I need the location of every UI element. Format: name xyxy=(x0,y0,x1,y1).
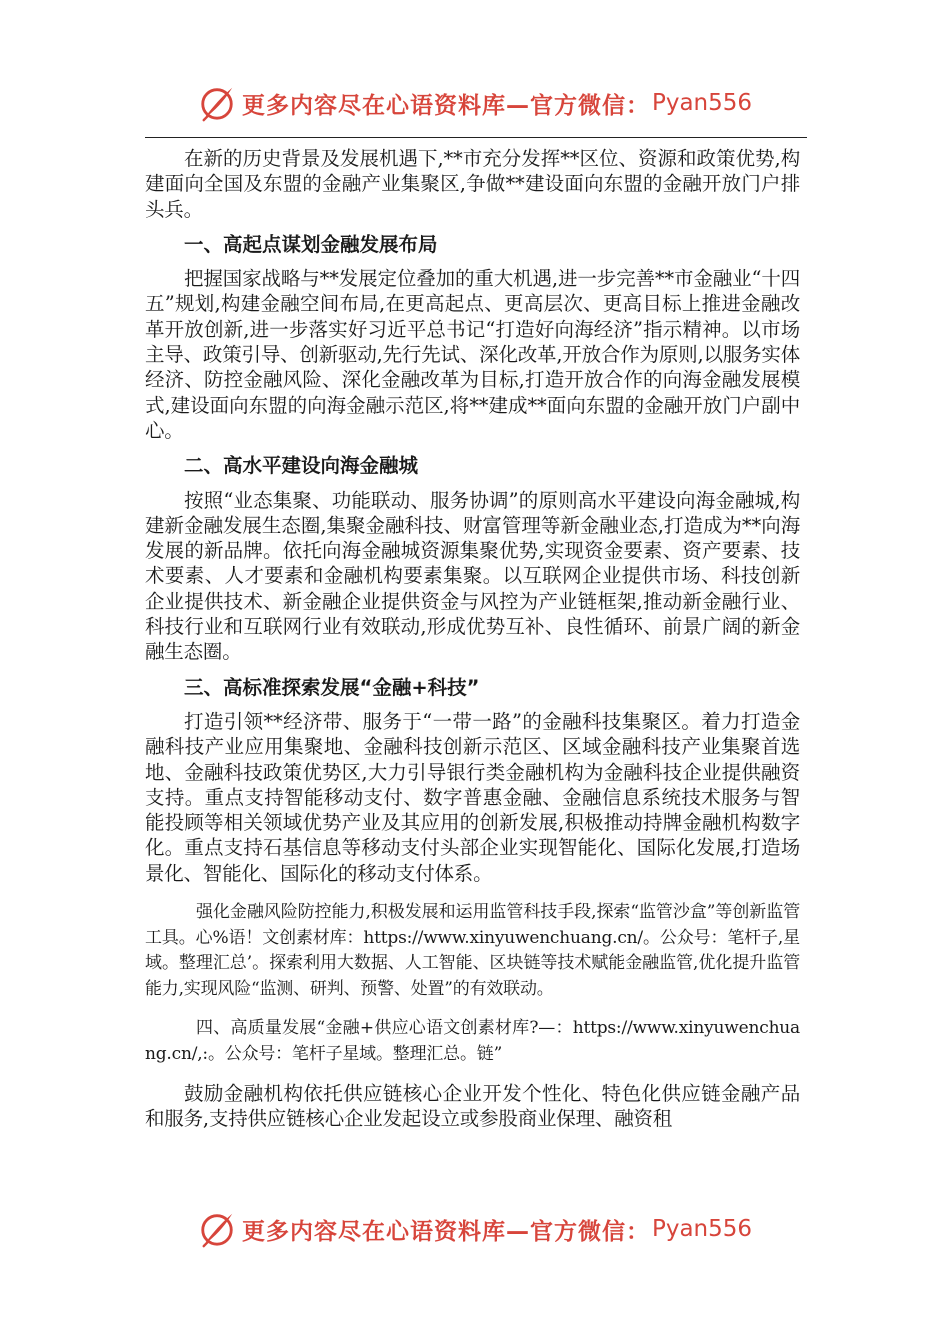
supply-chain-heading: 四、高质量发展“金融+供应心语文创素材库?—：https://www.xinyuwenchuang.cn/,:。公众号：笔杆子星域。整理汇总。链” xyxy=(145,1018,800,1064)
footer-banner-contact: Pyan556 xyxy=(651,1216,753,1242)
header-banner xyxy=(0,80,950,126)
section-3-body: 打造引领**经济带、服务于“一带一路”的金融科技集聚区。着力打造金融科技产业应用集聚地、金融科技创新示范区、区域金融科技产业集聚首选地、金融科技政策优势区,大力引导银行类金融机构为金融科技企业提供融资支持。重点支持智能移动支付、数字普惠金融、金融信息系统技术服务与智能投顾等相关领域优势产业及其应用的创新发展,积极推动持牌金融机构数字化。重点支持石基信息等移动支付头部企业实现智能化、国际化发展,打造场景化、智能化、国际化的移动支付体系。 xyxy=(145,709,800,885)
quill-pen-icon xyxy=(198,1210,236,1248)
final-paragraph: 鼓励金融机构依托供应链核心企业开发个性化、特色化供应链金融产品和服务,支持供应链核心企业发起设立或参股商业保理、融资租 xyxy=(145,1082,800,1131)
banner-contact: Pyan556 xyxy=(651,90,753,116)
section-2-heading: 二、高水平建设向海金融城 xyxy=(184,454,419,478)
section-1-body: 把握国家战略与**发展定位叠加的重大机遇,进一步完善**市金融业“十四五”规划,构建金融空间布局,在更高起点、更高层次、更高目标上推进金融改革开放创新,进一步落实好习近平总书记“打造好向海经济”指示精神。以市场主导、政策引导、创新驱动,先行先试、深化改革,开放合作为原则,以服务实体经济、防控金融风险、深化金融改革为目标,打造开放合作的向海金融发展模式,建设面向东盟的向海金融示范区,将**建成**面向东盟的金融开放门户副中心。 xyxy=(145,267,800,442)
banner-text: 更多内容尽在心语资料库—官方微信： xyxy=(241,92,650,119)
intro-paragraph: 在新的历史背景及发展机遇下,**市充分发挥**区位、资源和政策优势,构建面向全国及东盟的金融产业集聚区,争做**建设面向东盟的金融开放门户排头兵。 xyxy=(145,147,800,221)
footer-banner-text: 更多内容尽在心语资料库—官方微信： xyxy=(241,1218,650,1245)
section-3-heading: 三、高标准探索发展“金融+科技” xyxy=(184,675,480,699)
footer-banner xyxy=(0,1206,950,1252)
risk-paragraph: 强化金融风险防控能力,积极发展和运用监管科技手段,探索“监管沙盒”等创新监管工具。心%语！文创素材库：https://www.xinyuwenchuang.cn/。公众号：笔杆子,星域。整理汇总’。探索利用大数据、人工智能、区块链等技术赋能金融监管,优化提升监管能力,实现风险“监测、研判、预警、处置”的有效联动。 xyxy=(145,902,800,999)
document-body xyxy=(145,146,800,1132)
section-1-heading: 一、高起点谋划金融发展布局 xyxy=(184,232,438,256)
section-2-body: 按照“业态集聚、功能联动、服务协调”的原则高水平建设向海金融城,构建新金融发展生态圈,集聚金融科技、财富管理等新金融业态,打造成为**向海发展的新品牌。依托向海金融城资源集聚优势,实现资金要素、资产要素、技术要素、人才要素和金融机构要素集聚。以互联网企业提供市场、科技创新企业提供技术、新金融企业提供资金与风控为产业链框架,推动新金融行业、科技行业和互联网行业有效联动,形成优势互补、良性循环、前景广阔的新金融生态圈。 xyxy=(145,488,800,664)
quill-pen-icon xyxy=(198,84,236,122)
header-divider xyxy=(145,137,807,138)
